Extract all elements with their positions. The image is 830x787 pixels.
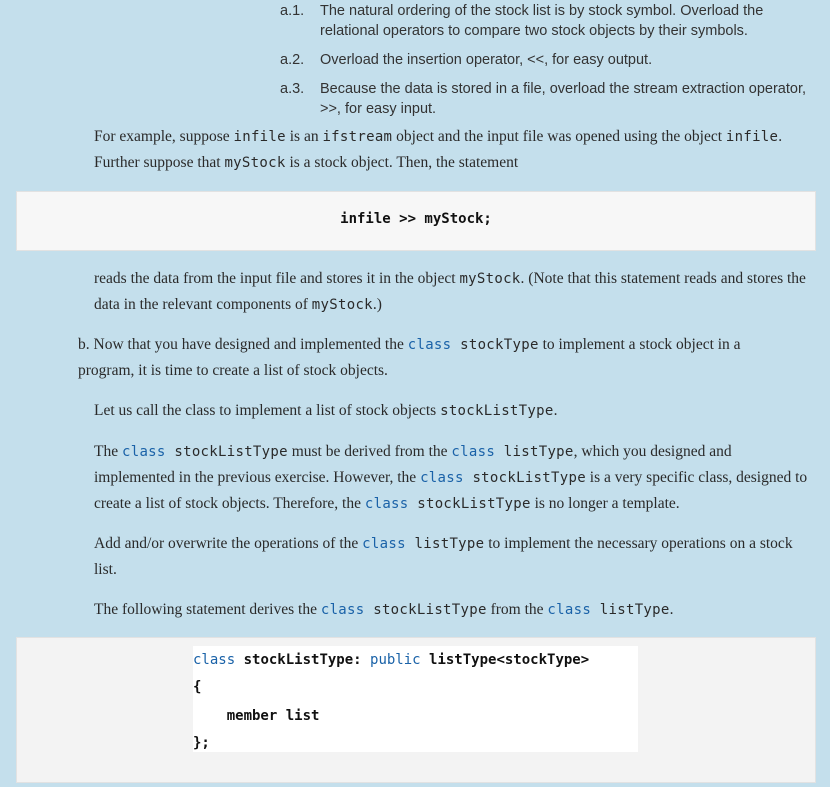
paragraph-following	[94, 597, 814, 623]
text: , which you designed and implemented in the previous exercise. However, the	[94, 443, 732, 486]
text: is an	[285, 128, 323, 145]
inline-code: stockType	[451, 337, 539, 353]
text: is a stock object. Then, the statement	[285, 154, 519, 171]
item-label: b.	[78, 336, 90, 353]
item-b	[78, 332, 778, 383]
keyword: class	[121, 444, 166, 460]
inline-code: stockListType	[364, 602, 487, 618]
inline-code: stockListType	[408, 496, 531, 512]
text: .	[553, 402, 558, 419]
inline-code: infile	[233, 129, 286, 145]
numbered-sublist	[280, 0, 820, 128]
inline-code: myStock	[224, 155, 286, 171]
code-block-class	[16, 637, 816, 783]
inline-code: infile	[725, 129, 779, 145]
text: to implement a stock object in a program, it is time to create a list of stock objects.	[78, 336, 741, 379]
item-number: a.1.	[280, 3, 305, 19]
list-item	[280, 50, 820, 70]
item-number: a.2.	[280, 52, 305, 68]
text: Add and/or overwrite the operations of the	[94, 535, 363, 552]
text: . (Note that this statement reads and stores the data in the relevant components of	[94, 270, 806, 313]
inline-code: stockListType	[440, 403, 554, 419]
code-line	[193, 652, 589, 668]
text: to implement the necessary operations on a stock list.	[94, 535, 793, 578]
paragraph-call	[94, 398, 814, 424]
item-text: Because the data is stored in a file, overload the stream extraction operator, >>, for easy input.	[320, 81, 807, 117]
text: is no longer a template.	[530, 495, 680, 512]
item-text: Overload the insertion operator, <<, for easy output.	[320, 52, 653, 68]
inline-code: stockListType	[463, 470, 586, 486]
text: .	[669, 601, 674, 618]
item-text: The natural ordering of the stock list is by stock symbol. Overload the relational operators to compare two stock objects by their symbols.	[320, 3, 764, 39]
text: from the	[486, 601, 548, 618]
inline-code: listType	[591, 602, 670, 618]
text: object and the input file was opened using the object	[392, 128, 726, 145]
inline-code: ifstream	[322, 129, 393, 145]
inline-code: listType	[495, 444, 574, 460]
code-text: stockListType:	[235, 652, 371, 668]
text: The following statement derives the	[94, 601, 321, 618]
code-line: infile >> myStock;	[340, 211, 492, 227]
keyword: public	[370, 652, 421, 668]
list-item	[280, 79, 820, 119]
keyword: class	[193, 652, 236, 668]
keyword: class	[362, 536, 406, 552]
paragraph-reads	[94, 266, 814, 318]
text: The	[94, 443, 122, 460]
text: Let us call the class to implement a list of stock objects	[94, 402, 441, 419]
paragraph-derived	[94, 439, 814, 517]
inline-code: myStock	[311, 297, 373, 313]
keyword: class	[407, 337, 452, 353]
paragraph-example	[94, 124, 814, 176]
keyword: class	[364, 496, 409, 512]
text: is a very specific class, designed to create a list of stock objects. Therefore, the	[94, 469, 808, 512]
text: For example, suppose	[94, 128, 234, 145]
code-panel	[193, 646, 638, 752]
code-text: listType<stockType>	[420, 652, 590, 668]
text: must be derived from the	[287, 443, 452, 460]
keyword: class	[451, 444, 496, 460]
inline-code: myStock	[459, 271, 521, 287]
inline-code: stockListType	[165, 444, 288, 460]
code-block	[16, 191, 816, 251]
list-item	[280, 1, 820, 41]
text: .)	[372, 296, 382, 313]
code-line: member list	[193, 708, 320, 724]
paragraph-overwrite	[94, 531, 804, 582]
keyword: class	[320, 602, 365, 618]
text: reads the data from the input file and stores it in the object	[94, 270, 460, 287]
keyword: class	[547, 602, 592, 618]
keyword: class	[420, 470, 464, 486]
text: Now that you have designed and implemented the	[89, 336, 408, 353]
text: . Further suppose that	[94, 128, 783, 171]
item-number: a.3.	[280, 81, 305, 97]
code-line: };	[193, 735, 210, 751]
code-line: {	[193, 679, 202, 695]
inline-code: listType	[405, 536, 485, 552]
